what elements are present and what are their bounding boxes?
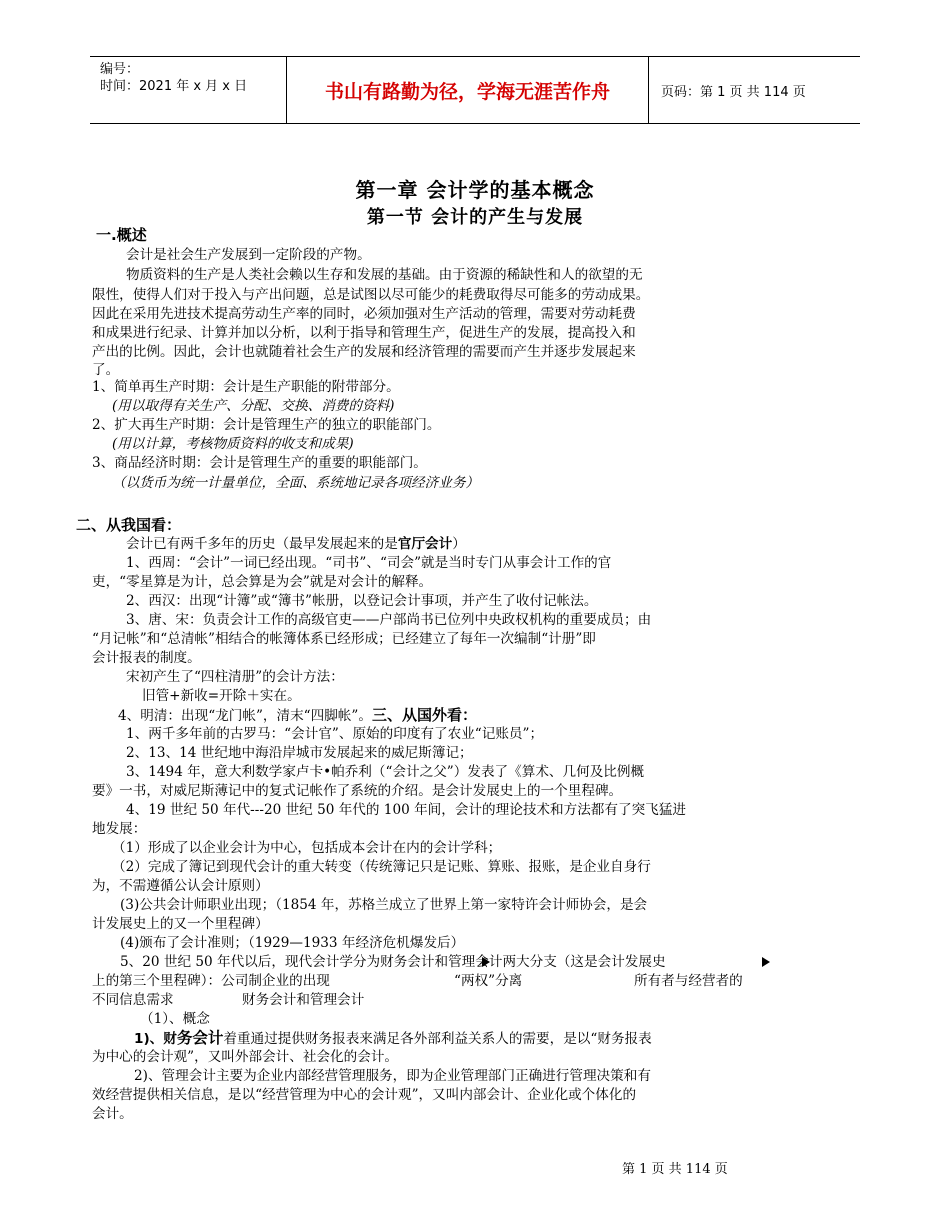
text-line: 3、唐、宋：负责会计工作的高级官吏——户部尚书已位列中央政权机构的重要成员；由 xyxy=(126,612,652,628)
text-line: （2）完成了簿记到现代会计的重大转变（传统簿记只是记账、算账、报账，是企业自身行 xyxy=(112,859,651,875)
text-line-italic: (用以取得有关生产、分配、交换、消费的资料) xyxy=(112,398,395,414)
arrow-icon xyxy=(482,957,490,967)
text-line-italic: （以货币为统一计量单位，全面、系统地记录各项经济业务） xyxy=(112,475,480,491)
text-line: 和成果进行纪录、计算并加以分析，以利于指导和管理生产，促进生产的发展，提高投入和 xyxy=(92,325,636,341)
text-line: 会计报表的制度。 xyxy=(92,650,201,666)
emphasis-term: 务会计 xyxy=(176,1029,224,1047)
text-line: （1）形成了以企业会计为中心，包括成本会计在内的会计学科； xyxy=(112,840,502,856)
text-line: 了。 xyxy=(92,362,120,378)
text-line: “月记帐”和“总清帐”相结合的帐簿体系已经形成；已经建立了每年一次编制“计册”即 xyxy=(92,631,596,647)
text-line: 会计是社会生产发展到一定阶段的产物。 xyxy=(126,247,371,263)
text-line: 效经营提供相关信息，是以“经营管理为中心的会计观”，又叫内部会计、企业化或个体化的 xyxy=(92,1087,637,1103)
text-line: 2)、管理会计主要为企业内部经营管理服务，即为企业管理部门正确进行管理决策和有 xyxy=(134,1068,651,1084)
text-fragment: 财务会计和管理会计 xyxy=(242,992,365,1008)
text-line: 限性，使得人们对于投入与产出问题，总是试图以尽可能少的耗费取得尽可能多的劳动成果。 xyxy=(92,287,650,303)
text-line: (3)公共会计师职业出现；（1854 年，苏格兰成立了世界上第一家特许会计师协会，是会 xyxy=(120,897,648,913)
text-line: 2、扩大再生产时期：会计是管理生产的独立的职能部门。 xyxy=(92,417,441,433)
text-fragment: “两权”分离 xyxy=(454,973,523,989)
formula-line: 旧管+新收=开除＋实在。 xyxy=(142,688,301,704)
page-footer: 第 1 页 共 114 页 xyxy=(622,1162,728,1177)
number-label: 编号： xyxy=(100,62,140,77)
heading-overview: 一.概述 xyxy=(96,226,147,244)
text-line: 为中心的会计观”，又叫外部会计、社会化的会计。 xyxy=(92,1049,399,1065)
text-line: （1）、概念 xyxy=(140,1011,210,1027)
text-line: 4、明清：出现“龙门帐”，清末“四脚帐”。三、从国外看： xyxy=(118,706,477,724)
section-title: 第一节 会计的产生与发展 xyxy=(366,207,584,228)
text-line: 不同信息需求 xyxy=(92,992,174,1008)
page-header xyxy=(90,56,860,124)
header-motto: 书山有路勤为径，学海无涯苦作舟 xyxy=(286,57,649,123)
text-line: 1)、财务会计着重通过提供财务报表来满足各外部利益关系人的需要，是以“财务报表 xyxy=(134,1029,652,1047)
text-line: 地发展： xyxy=(92,821,147,837)
text-line: 会计。 xyxy=(92,1106,133,1122)
arrow-icon xyxy=(762,957,770,967)
text-line: 5、20 世纪 50 年代以后，现代会计学分为财务会计和管理会计两大分支（这是会计发展史 xyxy=(120,954,666,970)
text-line: 宋初产生了“四柱清册”的会计方法： xyxy=(126,669,344,685)
text-line: 物质资料的生产是人类社会赖以生存和发展的基础。由于资源的稀缺性和人的欲望的无 xyxy=(126,267,643,283)
text-line: 要》一书，对威尼斯薄记中的复式记帐作了系统的介绍。是会计发展史上的一个里程碑。 xyxy=(92,783,623,799)
heading-abroad: 三、从国外看： xyxy=(371,706,477,724)
header-meta xyxy=(90,57,286,123)
emphasis-term: 官厅会计 xyxy=(397,536,453,552)
text-line: 1、两千多年前的古罗马：“会计官”、原始的印度有了农业“记账员”； xyxy=(126,726,544,742)
text-line: 3、1494 年，意大利数学家卢卡•帕乔利（“会计之父”）发表了《算术、几何及比例概 xyxy=(126,764,645,780)
text-line: 上的第三个里程碑）：公司制企业的出现 xyxy=(92,973,330,989)
text-line: 计发展史上的又一个里程碑） xyxy=(92,916,269,932)
text-line: 1、简单再生产时期：会计是生产职能的附带部分。 xyxy=(92,379,400,395)
text-line: 吏，“零星算是为计，总会算是为会”就是对会计的解释。 xyxy=(92,574,433,590)
text-line: 为，不需遵循公认会计原则） xyxy=(92,878,269,894)
header-page-label: 页码：第 1 页 共 114 页 xyxy=(661,84,806,100)
text-line: 因此在采用先进技术提高劳动生产率的同时，必须加强对生产活动的管理，需要对劳动耗费 xyxy=(92,306,636,322)
text-line-italic: (用以计算，考核物质资料的收支和成果) xyxy=(112,436,354,452)
text-line: 2、13、14 世纪地中海沿岸城市发展起来的威尼斯簿记； xyxy=(126,745,473,761)
text-line: 2、西汉：出现“计簿”或“簿书”帐册，以登记会计事项，并产生了收付记帐法。 xyxy=(126,593,598,609)
time-label: 时间：2021 年 x 月 x 日 xyxy=(100,79,248,94)
text-line: 3、商品经济时期：会计是管理生产的重要的职能部门。 xyxy=(92,455,427,471)
text-fragment: 所有者与经营者的 xyxy=(634,973,743,989)
heading-china: 二、从我国看： xyxy=(76,516,182,534)
text-line: 1、西周：“会计”一词已经出现。“司书”、“司会”就是当时专门从事会计工作的官 xyxy=(126,555,612,571)
chapter-title: 第一章 会计学的基本概念 xyxy=(355,178,595,202)
text-line: (4)颁布了会计准则；（1929—1933 年经济危机爆发后） xyxy=(120,935,465,951)
text-line: 会计已有两千多年的历史（最早发展起来的是官厅会计） xyxy=(126,536,466,552)
text-line: 产出的比例。因此，会计也就随着社会生产的发展和经济管理的需要而产生并逐步发展起来 xyxy=(92,344,636,360)
text-line: 4、19 世纪 50 年代---20 世纪 50 年代的 100 年间，会计的理论技术和方法都有了突飞猛进 xyxy=(126,802,686,818)
